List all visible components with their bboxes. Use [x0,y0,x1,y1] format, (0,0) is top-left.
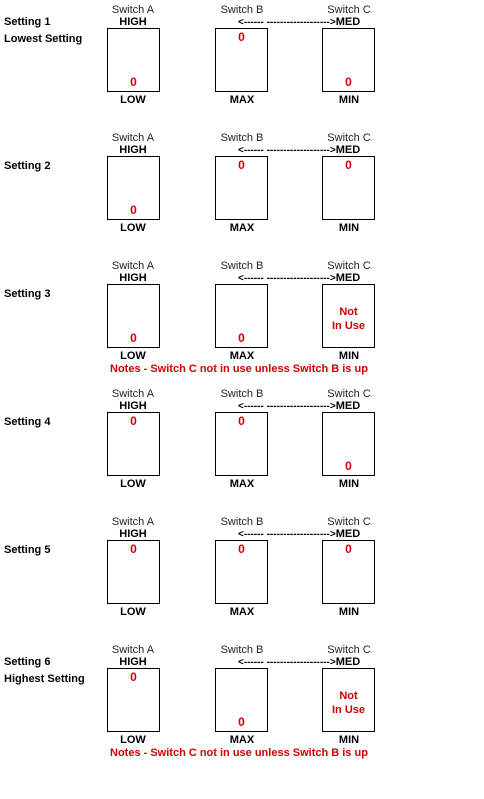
switch-a-bottom-label: LOW [120,94,146,106]
switch-c-note: Notes - Switch C not in use unless Switch B is up [110,363,368,375]
not-in-use-label [323,689,374,717]
switch-c-name: Switch C [327,388,371,400]
switch-a-name: Switch A [111,644,155,656]
med-label: MED [335,272,361,284]
switch-position-marker: 0 [238,715,245,729]
switch-c-bottom-label: MIN [338,734,360,746]
med-arrow [238,16,360,29]
setting-block [0,4,484,132]
switch-a-name: Switch A [111,260,155,272]
switch-a-box [107,284,160,348]
switch-a-box [107,28,160,92]
setting-sublabel: Highest Setting [4,673,85,685]
setting-label: Setting 4 [4,416,51,428]
switch-c-name: Switch C [327,644,371,656]
setting-block [0,388,484,516]
switch-b-name: Switch B [220,132,264,144]
not-in-use-line-1: Not [339,690,358,702]
switch-c-box [322,28,375,92]
switch-a-box [107,156,160,220]
switch-a-box [107,668,160,732]
switch-position-marker: 0 [238,414,245,428]
switch-position-marker: 0 [238,30,245,44]
switch-position-marker: 0 [130,414,137,428]
switch-b-box [215,156,268,220]
switch-b-bottom-label: MAX [229,606,255,618]
switch-c-box [322,412,375,476]
switch-a-bottom-label: LOW [120,222,146,234]
med-label: MED [335,16,361,28]
switch-position-marker: 0 [238,331,245,345]
switch-c-box [322,540,375,604]
med-label: MED [335,528,361,540]
switch-b-name: Switch B [220,644,264,656]
switch-position-marker: 0 [345,459,352,473]
switch-b-name: Switch B [220,516,264,528]
switch-b-bottom-label: MAX [229,94,255,106]
not-in-use-line-1: Not [339,306,358,318]
med-arrow [238,400,360,413]
arrow-line: <------ -------------------> [238,273,336,284]
setting-label: Setting 5 [4,544,51,556]
switch-position-marker: 0 [130,203,137,217]
switch-position-marker: 0 [130,542,137,556]
switch-c-box [322,668,375,732]
arrow-line: <------ -------------------> [238,145,336,156]
setting-block [0,132,484,260]
switch-a-top-label: HIGH [119,144,147,156]
switch-a-box [107,540,160,604]
switch-b-bottom-label: MAX [229,222,255,234]
switch-c-box [322,284,375,348]
switch-position-marker: 0 [130,75,137,89]
switch-a-top-label: HIGH [119,272,147,284]
switch-b-bottom-label: MAX [229,734,255,746]
not-in-use-line-2: In Use [331,320,365,332]
switch-b-name: Switch B [220,260,264,272]
med-label: MED [335,656,361,668]
med-label: MED [335,400,361,412]
setting-block [0,644,484,772]
med-arrow [238,528,360,541]
med-arrow [238,656,360,669]
switch-position-marker: 0 [345,158,352,172]
switch-b-box [215,28,268,92]
med-label: MED [335,144,361,156]
setting-block [0,260,484,388]
not-in-use-label [323,305,374,333]
switch-a-top-label: HIGH [119,400,147,412]
switch-a-box [107,412,160,476]
switch-b-box [215,412,268,476]
switch-a-name: Switch A [111,132,155,144]
arrow-line: <------ -------------------> [238,529,336,540]
switch-b-name: Switch B [220,388,264,400]
switch-a-name: Switch A [111,516,155,528]
switch-b-box [215,668,268,732]
switch-position-marker: 0 [345,75,352,89]
switch-b-bottom-label: MAX [229,478,255,490]
switch-a-bottom-label: LOW [120,350,146,362]
switch-c-note: Notes - Switch C not in use unless Switch B is up [110,747,368,759]
switch-c-name: Switch C [327,260,371,272]
switch-c-bottom-label: MIN [338,94,360,106]
switch-c-bottom-label: MIN [338,350,360,362]
med-arrow [238,144,360,157]
arrow-line: <------ -------------------> [238,657,336,668]
switch-position-marker: 0 [345,542,352,556]
switch-position-marker: 0 [130,670,137,684]
arrow-line: <------ -------------------> [238,17,336,28]
switch-a-bottom-label: LOW [120,734,146,746]
switch-position-marker: 0 [130,331,137,345]
switch-c-bottom-label: MIN [338,222,360,234]
switch-b-name: Switch B [220,4,264,16]
setting-block [0,516,484,644]
switch-a-top-label: HIGH [119,656,147,668]
switch-c-name: Switch C [327,4,371,16]
switch-a-top-label: HIGH [119,16,147,28]
switch-position-marker: 0 [238,158,245,172]
switch-position-marker: 0 [238,542,245,556]
switch-a-bottom-label: LOW [120,478,146,490]
switch-c-box [322,156,375,220]
switch-a-name: Switch A [111,4,155,16]
setting-label: Setting 2 [4,160,51,172]
setting-label: Setting 3 [4,288,51,300]
switch-a-bottom-label: LOW [120,606,146,618]
switch-c-bottom-label: MIN [338,606,360,618]
med-arrow [238,272,360,285]
switch-a-name: Switch A [111,388,155,400]
switch-b-bottom-label: MAX [229,350,255,362]
setting-label: Setting 1 [4,16,51,28]
switch-b-box [215,540,268,604]
switch-c-name: Switch C [327,132,371,144]
setting-label: Setting 6 [4,656,51,668]
switch-c-bottom-label: MIN [338,478,360,490]
setting-sublabel: Lowest Setting [4,33,83,45]
not-in-use-line-2: In Use [331,704,365,716]
switch-c-name: Switch C [327,516,371,528]
switch-a-top-label: HIGH [119,528,147,540]
arrow-line: <------ -------------------> [238,401,336,412]
switch-b-box [215,284,268,348]
